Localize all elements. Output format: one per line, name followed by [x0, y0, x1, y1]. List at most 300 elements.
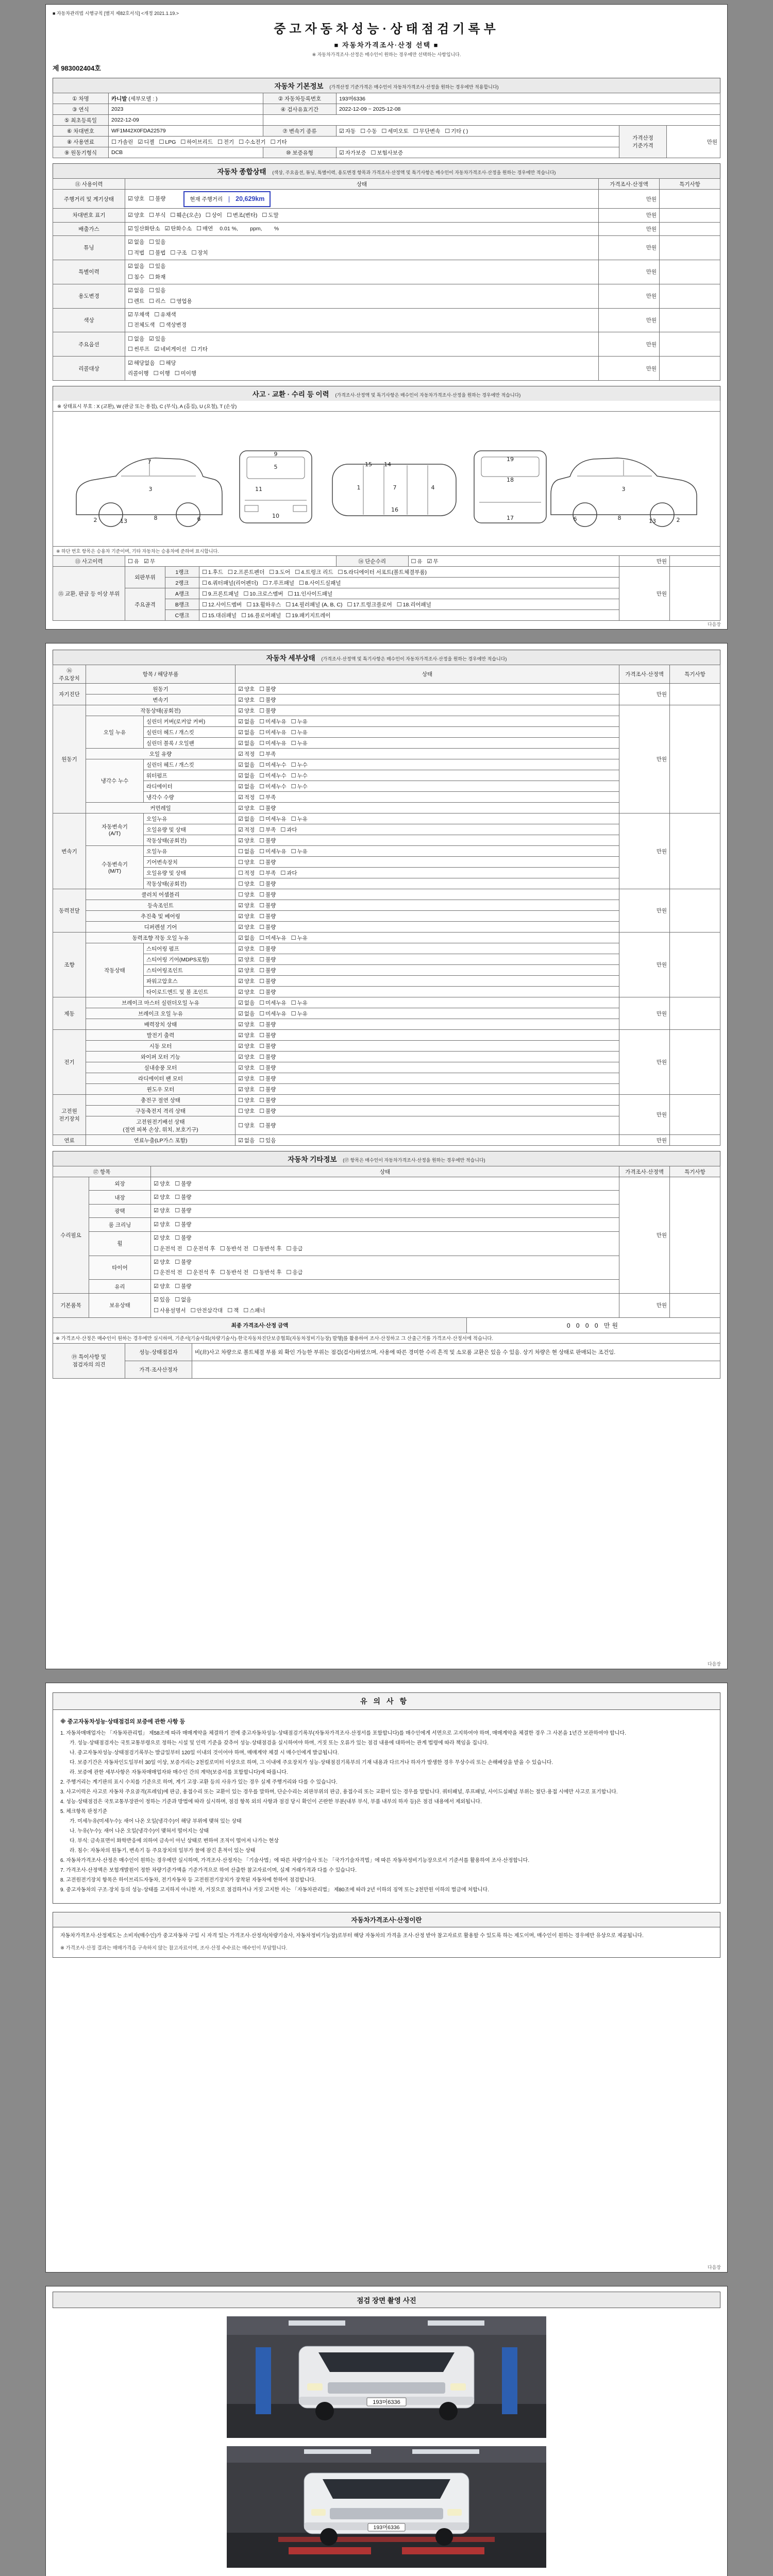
checkbox-item[interactable] [259, 685, 276, 693]
checkbox-item[interactable] [259, 977, 276, 985]
checkbox-item[interactable] [338, 568, 427, 576]
checkbox-unchecked-icon[interactable]: ☐ [174, 370, 180, 377]
checkbox-item[interactable] [243, 1306, 265, 1316]
checkbox-item[interactable] [191, 1306, 223, 1316]
checkbox-checked-icon[interactable]: ☑ [154, 1259, 159, 1266]
checkbox-unchecked-icon[interactable]: ☐ [191, 346, 196, 353]
checkbox-unchecked-icon[interactable]: ☐ [291, 783, 296, 790]
checkbox-unchecked-icon[interactable]: ☐ [280, 826, 286, 833]
checkbox-item[interactable] [238, 837, 255, 844]
checkbox-item[interactable] [128, 194, 144, 204]
checkbox-item[interactable] [259, 923, 276, 931]
checkbox-item[interactable] [238, 1096, 255, 1104]
checkbox-unchecked-icon[interactable]: ☐ [149, 239, 155, 246]
checkbox-item[interactable] [144, 557, 155, 565]
checkbox-item[interactable] [175, 1257, 191, 1267]
checkbox-item[interactable] [259, 1096, 276, 1104]
checkbox-unchecked-icon[interactable]: ☐ [259, 1010, 265, 1017]
checkbox-checked-icon[interactable]: ☑ [238, 696, 243, 703]
checkbox-item[interactable] [288, 590, 333, 598]
checkbox-unchecked-icon[interactable]: ☐ [269, 568, 275, 575]
checkbox-unchecked-icon[interactable]: ☐ [128, 249, 133, 256]
checkbox-item[interactable] [238, 956, 255, 963]
checkbox-unchecked-icon[interactable]: ☐ [259, 826, 265, 833]
checkbox-unchecked-icon[interactable]: ☐ [259, 1075, 265, 1082]
checkbox-unchecked-icon[interactable]: ☐ [202, 612, 207, 619]
checkbox-item[interactable] [259, 1042, 276, 1050]
checkbox-item[interactable] [339, 127, 356, 135]
checkbox-unchecked-icon[interactable]: ☐ [253, 1245, 259, 1252]
checkbox-item[interactable] [238, 772, 255, 779]
checkbox-checked-icon[interactable]: ☑ [238, 999, 243, 1006]
checkbox-unchecked-icon[interactable]: ☐ [180, 138, 186, 145]
checkbox-unchecked-icon[interactable]: ☐ [259, 902, 265, 909]
checkbox-item[interactable] [238, 718, 255, 725]
checkbox-unchecked-icon[interactable]: ☐ [175, 1296, 180, 1303]
checkbox-item[interactable] [154, 1244, 182, 1254]
checkbox-item[interactable] [259, 739, 286, 747]
checkbox-unchecked-icon[interactable]: ☐ [259, 891, 265, 898]
checkbox-item[interactable] [259, 815, 286, 823]
checkbox-item[interactable] [269, 568, 290, 576]
checkbox-checked-icon[interactable]: ☑ [238, 977, 243, 985]
checkbox-unchecked-icon[interactable]: ☐ [239, 138, 244, 145]
checkbox-checked-icon[interactable]: ☑ [238, 783, 243, 790]
checkbox-item[interactable] [128, 358, 155, 368]
checkbox-unchecked-icon[interactable]: ☐ [259, 1107, 265, 1114]
checkbox-unchecked-icon[interactable]: ☐ [187, 1269, 192, 1276]
checkbox-unchecked-icon[interactable]: ☐ [259, 999, 265, 1006]
checkbox-checked-icon[interactable]: ☑ [238, 956, 243, 963]
checkbox-checked-icon[interactable]: ☑ [154, 1221, 159, 1228]
checkbox-unchecked-icon[interactable]: ☐ [149, 263, 155, 270]
checkbox-item[interactable] [149, 272, 165, 282]
checkbox-item[interactable] [259, 1122, 276, 1129]
checkbox-checked-icon[interactable]: ☑ [154, 1296, 159, 1303]
checkbox-unchecked-icon[interactable]: ☐ [196, 225, 201, 232]
checkbox-item[interactable] [295, 568, 333, 576]
checkbox-checked-icon[interactable]: ☑ [154, 1282, 159, 1290]
checkbox-item[interactable] [253, 1244, 281, 1254]
checkbox-item[interactable] [192, 248, 208, 258]
checkbox-item[interactable] [128, 557, 139, 565]
checkbox-item[interactable] [238, 815, 255, 823]
checkbox-item[interactable] [259, 761, 286, 769]
checkbox-item[interactable] [149, 334, 165, 344]
checkbox-item[interactable] [246, 601, 281, 608]
checkbox-unchecked-icon[interactable]: ☐ [170, 297, 176, 304]
checkbox-item[interactable] [259, 1107, 276, 1115]
checkbox-item[interactable] [238, 1137, 255, 1144]
checkbox-item[interactable] [238, 999, 255, 1007]
checkbox-checked-icon[interactable]: ☑ [238, 804, 243, 811]
checkbox-item[interactable] [128, 310, 149, 320]
checkbox-unchecked-icon[interactable]: ☐ [259, 967, 265, 974]
checkbox-checked-icon[interactable]: ☑ [427, 557, 432, 565]
checkbox-item[interactable] [381, 127, 408, 135]
checkbox-unchecked-icon[interactable]: ☐ [154, 1269, 159, 1276]
checkbox-checked-icon[interactable]: ☑ [238, 728, 243, 736]
checkbox-item[interactable] [202, 579, 258, 587]
checkbox-item[interactable] [259, 1075, 276, 1082]
checkbox-item[interactable] [238, 1075, 255, 1082]
checkbox-item[interactable] [259, 880, 276, 888]
checkbox-item[interactable] [175, 1206, 191, 1216]
checkbox-item[interactable] [259, 912, 276, 920]
checkbox-unchecked-icon[interactable]: ☐ [243, 1307, 249, 1314]
checkbox-unchecked-icon[interactable]: ☐ [259, 880, 265, 887]
checkbox-item[interactable] [291, 815, 308, 823]
checkbox-item[interactable] [149, 210, 165, 221]
checkbox-unchecked-icon[interactable]: ☐ [238, 869, 243, 876]
checkbox-item[interactable] [259, 804, 276, 812]
checkbox-item[interactable] [238, 902, 255, 909]
checkbox-unchecked-icon[interactable]: ☐ [159, 359, 165, 366]
checkbox-checked-icon[interactable]: ☑ [164, 225, 170, 232]
checkbox-checked-icon[interactable]: ☑ [154, 1180, 159, 1187]
checkbox-unchecked-icon[interactable]: ☐ [149, 195, 155, 202]
checkbox-item[interactable] [128, 344, 149, 354]
checkbox-item[interactable] [263, 579, 294, 587]
checkbox-checked-icon[interactable]: ☑ [238, 1137, 243, 1144]
checkbox-unchecked-icon[interactable]: ☐ [153, 370, 159, 377]
checkbox-item[interactable] [228, 568, 264, 576]
checkbox-unchecked-icon[interactable]: ☐ [259, 1064, 265, 1071]
checkbox-unchecked-icon[interactable]: ☐ [149, 287, 155, 294]
checkbox-item[interactable] [238, 923, 255, 931]
checkbox-item[interactable] [397, 601, 431, 608]
checkbox-item[interactable] [128, 320, 155, 330]
checkbox-item[interactable] [259, 793, 276, 801]
checkbox-unchecked-icon[interactable]: ☐ [128, 321, 133, 329]
checkbox-item[interactable] [271, 138, 287, 146]
checkbox-item[interactable] [259, 1053, 276, 1061]
checkbox-item[interactable] [259, 1031, 276, 1039]
checkbox-checked-icon[interactable]: ☑ [238, 1021, 243, 1028]
checkbox-unchecked-icon[interactable]: ☐ [238, 880, 243, 887]
checkbox-unchecked-icon[interactable]: ☐ [175, 1207, 180, 1214]
checkbox-unchecked-icon[interactable]: ☐ [259, 912, 265, 920]
checkbox-item[interactable] [259, 956, 276, 963]
checkbox-item[interactable] [238, 1021, 255, 1028]
checkbox-unchecked-icon[interactable]: ☐ [396, 601, 402, 608]
checkbox-item[interactable] [227, 210, 257, 221]
checkbox-checked-icon[interactable]: ☑ [238, 826, 243, 833]
checkbox-unchecked-icon[interactable]: ☐ [360, 127, 366, 134]
checkbox-unchecked-icon[interactable]: ☐ [259, 945, 265, 952]
checkbox-item[interactable] [291, 739, 308, 747]
checkbox-item[interactable] [175, 1179, 191, 1189]
checkbox-checked-icon[interactable]: ☑ [128, 225, 133, 232]
checkbox-item[interactable] [159, 320, 186, 330]
checkbox-item[interactable] [259, 869, 276, 877]
checkbox-unchecked-icon[interactable]: ☐ [291, 739, 296, 747]
checkbox-unchecked-icon[interactable]: ☐ [259, 848, 265, 855]
checkbox-unchecked-icon[interactable]: ☐ [238, 858, 243, 866]
checkbox-unchecked-icon[interactable]: ☐ [149, 297, 155, 304]
checkbox-unchecked-icon[interactable]: ☐ [286, 1269, 292, 1276]
checkbox-unchecked-icon[interactable]: ☐ [238, 1107, 243, 1114]
checkbox-unchecked-icon[interactable]: ☐ [128, 335, 133, 342]
checkbox-item[interactable] [287, 1267, 303, 1278]
checkbox-item[interactable] [259, 902, 276, 909]
checkbox-item[interactable] [291, 772, 308, 779]
checkbox-unchecked-icon[interactable]: ☐ [159, 321, 165, 329]
checkbox-checked-icon[interactable]: ☑ [154, 1207, 159, 1214]
checkbox-item[interactable] [149, 194, 165, 204]
checkbox-checked-icon[interactable]: ☑ [339, 127, 344, 134]
checkbox-checked-icon[interactable]: ☑ [238, 1031, 243, 1039]
checkbox-item[interactable] [238, 869, 255, 877]
checkbox-unchecked-icon[interactable]: ☐ [381, 127, 387, 134]
checkbox-checked-icon[interactable]: ☑ [128, 211, 133, 218]
checkbox-unchecked-icon[interactable]: ☐ [259, 858, 265, 866]
checkbox-unchecked-icon[interactable]: ☐ [175, 1259, 180, 1266]
checkbox-unchecked-icon[interactable]: ☐ [170, 211, 176, 218]
checkbox-item[interactable] [128, 296, 144, 307]
checkbox-item[interactable] [238, 761, 255, 769]
checkbox-unchecked-icon[interactable]: ☐ [175, 1180, 180, 1187]
checkbox-checked-icon[interactable]: ☑ [238, 1053, 243, 1060]
checkbox-item[interactable] [154, 310, 176, 320]
checkbox-item[interactable] [154, 368, 170, 379]
checkbox-unchecked-icon[interactable]: ☐ [259, 1096, 265, 1104]
checkbox-item[interactable] [180, 138, 213, 146]
checkbox-item[interactable] [291, 848, 308, 855]
checkbox-unchecked-icon[interactable]: ☐ [238, 891, 243, 898]
checkbox-checked-icon[interactable]: ☑ [149, 335, 155, 342]
checkbox-item[interactable] [238, 728, 255, 736]
checkbox-item[interactable] [154, 1267, 182, 1278]
checkbox-unchecked-icon[interactable]: ☐ [241, 612, 246, 619]
checkbox-unchecked-icon[interactable]: ☐ [202, 601, 207, 608]
checkbox-unchecked-icon[interactable]: ☐ [238, 1096, 243, 1104]
checkbox-item[interactable] [259, 967, 276, 974]
checkbox-item[interactable] [291, 999, 308, 1007]
checkbox-item[interactable] [220, 1244, 248, 1254]
checkbox-item[interactable] [347, 601, 392, 608]
checkbox-unchecked-icon[interactable]: ☐ [299, 579, 304, 586]
checkbox-unchecked-icon[interactable]: ☐ [295, 568, 300, 575]
checkbox-item[interactable] [128, 261, 144, 272]
checkbox-unchecked-icon[interactable]: ☐ [149, 273, 155, 280]
checkbox-item[interactable] [259, 1086, 276, 1093]
checkbox-unchecked-icon[interactable]: ☐ [220, 1269, 225, 1276]
checkbox-item[interactable] [243, 590, 283, 598]
checkbox-unchecked-icon[interactable]: ☐ [285, 612, 291, 619]
checkbox-item[interactable] [413, 127, 440, 135]
checkbox-unchecked-icon[interactable]: ☐ [259, 1042, 265, 1049]
checkbox-item[interactable] [291, 783, 308, 790]
checkbox-item[interactable] [128, 285, 144, 296]
checkbox-item[interactable] [238, 793, 255, 801]
checkbox-unchecked-icon[interactable]: ☐ [259, 869, 265, 876]
checkbox-checked-icon[interactable]: ☑ [128, 195, 133, 202]
checkbox-unchecked-icon[interactable]: ☐ [238, 848, 243, 855]
checkbox-checked-icon[interactable]: ☑ [154, 346, 160, 353]
checkbox-checked-icon[interactable]: ☑ [154, 1193, 159, 1200]
checkbox-unchecked-icon[interactable]: ☐ [246, 601, 252, 608]
checkbox-item[interactable] [238, 1107, 255, 1115]
checkbox-unchecked-icon[interactable]: ☐ [259, 707, 265, 714]
checkbox-item[interactable] [291, 1010, 308, 1018]
checkbox-item[interactable] [287, 1244, 303, 1254]
checkbox-checked-icon[interactable]: ☑ [128, 359, 133, 366]
checkbox-item[interactable] [259, 945, 276, 953]
checkbox-item[interactable] [154, 1219, 170, 1230]
checkbox-unchecked-icon[interactable]: ☐ [128, 557, 133, 565]
checkbox-unchecked-icon[interactable]: ☐ [291, 815, 296, 822]
checkbox-unchecked-icon[interactable]: ☐ [191, 249, 197, 256]
checkbox-unchecked-icon[interactable]: ☐ [291, 934, 296, 941]
checkbox-item[interactable] [259, 728, 286, 736]
checkbox-item[interactable] [159, 139, 176, 145]
checkbox-checked-icon[interactable]: ☑ [238, 988, 243, 995]
checkbox-item[interactable] [149, 237, 165, 247]
checkbox-item[interactable] [175, 1295, 191, 1305]
checkbox-unchecked-icon[interactable]: ☐ [259, 750, 265, 757]
checkbox-unchecked-icon[interactable]: ☐ [259, 718, 265, 725]
checkbox-unchecked-icon[interactable]: ☐ [411, 557, 416, 565]
checkbox-unchecked-icon[interactable]: ☐ [259, 977, 265, 985]
checkbox-checked-icon[interactable]: ☑ [238, 761, 243, 768]
checkbox-item[interactable] [427, 557, 439, 565]
checkbox-item[interactable] [285, 612, 330, 619]
checkbox-checked-icon[interactable]: ☑ [238, 707, 243, 714]
checkbox-checked-icon[interactable]: ☑ [238, 739, 243, 747]
checkbox-unchecked-icon[interactable]: ☐ [149, 211, 155, 218]
checkbox-item[interactable] [259, 858, 276, 866]
checkbox-item[interactable] [238, 967, 255, 974]
checkbox-unchecked-icon[interactable]: ☐ [227, 568, 233, 575]
checkbox-item[interactable] [259, 696, 276, 704]
checkbox-item[interactable] [187, 1244, 215, 1254]
checkbox-item[interactable] [128, 334, 144, 344]
checkbox-item[interactable] [285, 601, 342, 608]
checkbox-unchecked-icon[interactable]: ☐ [253, 1269, 259, 1276]
checkbox-item[interactable] [154, 1206, 170, 1216]
checkbox-item[interactable] [291, 761, 308, 769]
checkbox-unchecked-icon[interactable]: ☐ [259, 739, 265, 747]
checkbox-item[interactable] [259, 772, 286, 779]
checkbox-item[interactable] [238, 750, 255, 758]
checkbox-unchecked-icon[interactable]: ☐ [259, 685, 265, 692]
checkbox-item[interactable] [128, 210, 144, 221]
checkbox-item[interactable] [175, 1233, 191, 1243]
checkbox-item[interactable] [149, 248, 165, 258]
checkbox-checked-icon[interactable]: ☑ [238, 912, 243, 920]
checkbox-unchecked-icon[interactable]: ☐ [262, 211, 267, 218]
checkbox-unchecked-icon[interactable]: ☐ [291, 1010, 296, 1017]
checkbox-item[interactable] [259, 988, 276, 996]
checkbox-item[interactable] [227, 1306, 239, 1316]
checkbox-item[interactable] [238, 685, 255, 693]
checkbox-unchecked-icon[interactable]: ☐ [259, 696, 265, 703]
checkbox-item[interactable] [196, 224, 213, 234]
checkbox-checked-icon[interactable]: ☑ [339, 149, 344, 156]
checkbox-item[interactable] [159, 358, 176, 368]
checkbox-item[interactable] [165, 224, 192, 234]
checkbox-unchecked-icon[interactable]: ☐ [291, 848, 296, 855]
checkbox-item[interactable] [238, 1053, 255, 1061]
checkbox-item[interactable] [259, 934, 286, 942]
checkbox-item[interactable] [280, 826, 297, 834]
checkbox-item[interactable] [371, 149, 403, 157]
checkbox-item[interactable] [220, 1267, 248, 1278]
checkbox-item[interactable] [238, 826, 255, 834]
checkbox-unchecked-icon[interactable]: ☐ [371, 149, 376, 156]
checkbox-checked-icon[interactable]: ☑ [144, 557, 149, 565]
checkbox-unchecked-icon[interactable]: ☐ [259, 783, 265, 790]
checkbox-unchecked-icon[interactable]: ☐ [217, 138, 223, 145]
checkbox-unchecked-icon[interactable]: ☐ [259, 1137, 265, 1144]
checkbox-checked-icon[interactable]: ☑ [238, 718, 243, 725]
checkbox-item[interactable] [259, 718, 286, 725]
checkbox-item[interactable] [238, 707, 255, 715]
checkbox-unchecked-icon[interactable]: ☐ [259, 761, 265, 768]
checkbox-item[interactable] [259, 1064, 276, 1072]
checkbox-unchecked-icon[interactable]: ☐ [170, 249, 176, 256]
checkbox-item[interactable] [238, 1010, 255, 1018]
checkbox-item[interactable] [259, 837, 276, 844]
checkbox-item[interactable] [238, 977, 255, 985]
checkbox-checked-icon[interactable]: ☑ [238, 1010, 243, 1017]
checkbox-unchecked-icon[interactable]: ☐ [259, 837, 265, 844]
checkbox-checked-icon[interactable]: ☑ [238, 685, 243, 692]
checkbox-checked-icon[interactable]: ☑ [238, 772, 243, 779]
checkbox-unchecked-icon[interactable]: ☐ [190, 1307, 196, 1314]
checkbox-item[interactable] [206, 210, 222, 221]
checkbox-unchecked-icon[interactable]: ☐ [291, 772, 296, 779]
checkbox-item[interactable] [128, 237, 144, 247]
checkbox-unchecked-icon[interactable]: ☐ [175, 1193, 180, 1200]
checkbox-unchecked-icon[interactable]: ☐ [291, 728, 296, 736]
checkbox-item[interactable] [259, 1021, 276, 1028]
checkbox-item[interactable] [253, 1267, 281, 1278]
checkbox-unchecked-icon[interactable]: ☐ [259, 934, 265, 941]
checkbox-unchecked-icon[interactable]: ☐ [259, 1031, 265, 1039]
checkbox-item[interactable] [149, 296, 165, 307]
checkbox-item[interactable] [154, 1306, 186, 1316]
checkbox-item[interactable] [291, 718, 308, 725]
checkbox-item[interactable] [175, 1192, 191, 1202]
checkbox-item[interactable] [259, 1137, 276, 1144]
checkbox-item[interactable] [175, 368, 196, 379]
checkbox-item[interactable] [202, 568, 223, 576]
checkbox-checked-icon[interactable]: ☑ [238, 1075, 243, 1082]
checkbox-checked-icon[interactable]: ☑ [238, 945, 243, 952]
checkbox-unchecked-icon[interactable]: ☐ [205, 211, 211, 218]
checkbox-item[interactable] [170, 210, 200, 221]
checkbox-unchecked-icon[interactable]: ☐ [111, 138, 116, 145]
checkbox-checked-icon[interactable]: ☑ [128, 287, 133, 294]
checkbox-unchecked-icon[interactable]: ☐ [227, 1307, 233, 1314]
checkbox-unchecked-icon[interactable]: ☐ [291, 761, 296, 768]
checkbox-item[interactable] [111, 138, 133, 146]
checkbox-item[interactable] [175, 1281, 191, 1292]
checkbox-item[interactable] [238, 1064, 255, 1072]
checkbox-item[interactable] [238, 696, 255, 704]
checkbox-item[interactable] [154, 1179, 170, 1189]
checkbox-item[interactable] [202, 612, 237, 619]
checkbox-item[interactable] [299, 579, 341, 587]
checkbox-item[interactable] [154, 1233, 170, 1243]
checkbox-item[interactable] [238, 1122, 255, 1129]
checkbox-item[interactable] [238, 988, 255, 996]
checkbox-item[interactable] [259, 999, 286, 1007]
checkbox-item[interactable] [170, 248, 187, 258]
checkbox-unchecked-icon[interactable]: ☐ [288, 590, 293, 597]
